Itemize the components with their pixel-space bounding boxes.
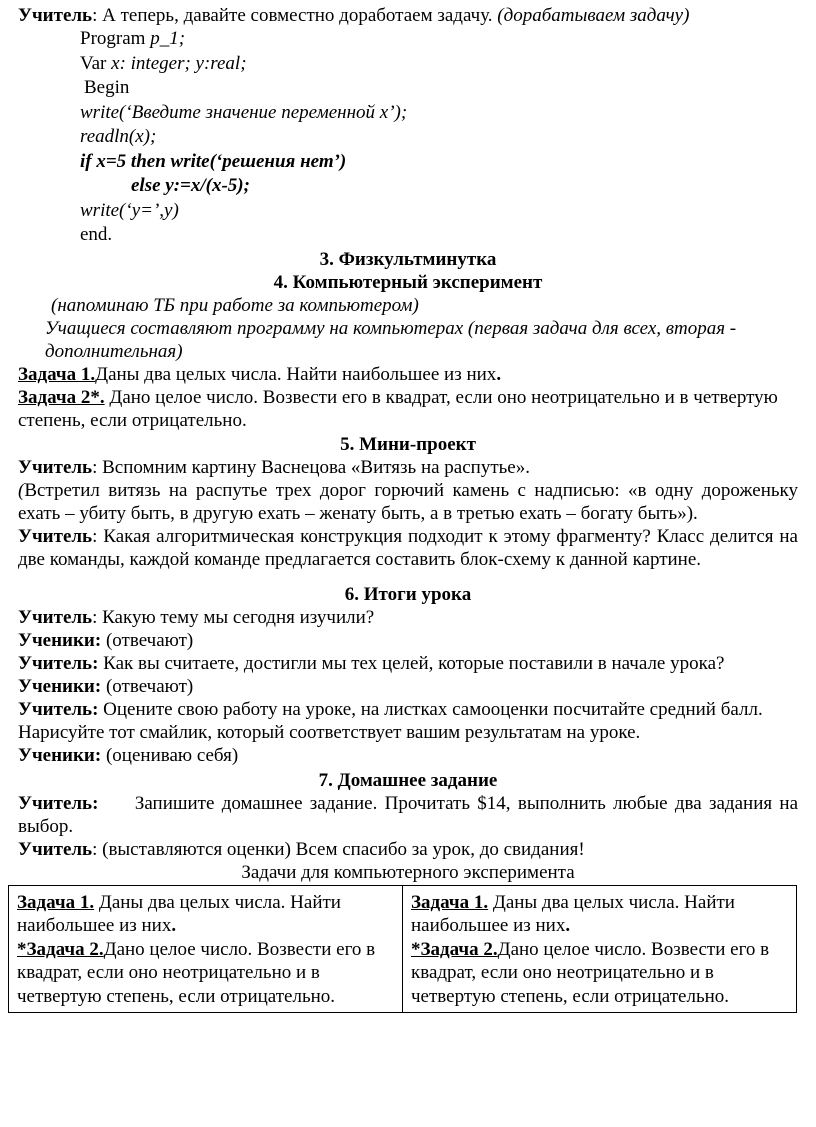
task-text: Дано целое число. Возвести его в квадрат, если оно неотрицательно и в четвертую степень, если отрицательно. xyxy=(18,386,778,431)
code-line-write: write(‘Введите значение переменной х’); xyxy=(80,101,408,123)
tasks-table xyxy=(8,885,797,1014)
code-line-if: if x=5 then write(‘решения нет’) xyxy=(80,150,347,172)
code-line-program xyxy=(18,27,798,52)
safety-note: (напоминаю ТБ при работе за компьютером) xyxy=(51,294,419,316)
code-line-end: end. xyxy=(80,224,113,245)
code-line-var xyxy=(18,52,798,77)
speaker-text: : Какую тему мы сегодня изучили? xyxy=(92,606,375,628)
mini-project-quote xyxy=(18,479,798,525)
section-heading-5: 5. Мини-проект xyxy=(340,433,476,455)
task-dot: . xyxy=(171,915,177,936)
speaker-text: Как вы считаете, достигли мы тех целей, которые поставили в начале урока? xyxy=(98,652,725,674)
task-text: Даны два целых числа. Найти наибольшее из них xyxy=(411,891,735,936)
teacher-intro-paragraph xyxy=(18,4,798,27)
speaker-text: (отвечают) xyxy=(101,675,194,697)
code-keyword: Var xyxy=(80,52,112,74)
code-line-readln: readln(x); xyxy=(80,126,157,147)
task-label: Задача 1. xyxy=(17,891,95,913)
table-cell-right xyxy=(403,885,797,1013)
speaker-text: : Какая алгоритмическая конструкция подходит к этому фрагменту? Класс делится на две команды, каждой команде предлагается составить блок-схему к данной картине. xyxy=(18,525,798,570)
summary-line-2 xyxy=(18,629,798,652)
code-line-else: else y:=x/(x-5); xyxy=(131,175,250,196)
quote-paren: ( xyxy=(18,479,25,501)
task-label: *Задача 2. xyxy=(17,938,104,960)
summary-line-3 xyxy=(18,652,798,675)
code-ident: x: integer; y:real; xyxy=(111,52,247,74)
mini-project-question xyxy=(18,525,798,571)
speaker-text: : (выставляются оценки) Всем спасибо за урок, до свидания! xyxy=(92,838,585,860)
section-heading-3: 3. Физкультминутка xyxy=(319,248,497,270)
section-heading-6: 6. Итоги урока xyxy=(344,583,472,605)
speaker-label: Учитель xyxy=(18,5,93,26)
summary-line-5 xyxy=(18,698,798,744)
table-caption: Задачи для компьютерного эксперимента xyxy=(241,861,575,883)
task-text: Дано целое число. Возвести его в квадрат, если оно неотрицательно и в четвертую степень, если отрицательно. xyxy=(411,938,770,1007)
speaker-label: Учитель: xyxy=(18,698,99,720)
speaker-text: : Вспомним картину Васнецова «Витязь на распутье». xyxy=(92,456,530,478)
task-1-paragraph xyxy=(18,363,798,386)
task-text: Дано целое число. Возвести его в квадрат, если оно неотрицательно и в четвертую степень, если отрицательно. xyxy=(17,938,376,1007)
speaker-text: Оцените свою работу на уроке, на листках самооценки посчитайте средний балл. Нарисуйте тот смайлик, который соответствует вашим результатам на уроке. xyxy=(18,698,763,743)
speaker-label: Учитель xyxy=(18,606,93,628)
document-page xyxy=(17,4,803,1013)
code-line-write-y: write(‘y=’,y) xyxy=(80,199,179,221)
speaker-label: Ученики: xyxy=(18,675,102,697)
task-2-paragraph xyxy=(18,386,798,432)
speaker-label: Учитель xyxy=(18,525,93,547)
code-line-begin: Begin xyxy=(84,77,130,98)
task-label: Задача 1. xyxy=(411,891,489,913)
section-heading-4: 4. Компьютерный эксперимент xyxy=(273,271,543,293)
speaker-text: (отвечают) xyxy=(101,629,194,651)
speaker-label: Ученики: xyxy=(18,629,102,651)
summary-line-6 xyxy=(18,744,798,767)
summary-line-4 xyxy=(18,675,798,698)
homework-line-2 xyxy=(18,838,798,861)
quote-text: Встретил витязь на распутье трех дорог горючий камень с надписью: «в одну дороженьку ехать – убиту быть, в другую ехать – женату быть, а в третью ехать – богату быть»). xyxy=(18,479,798,524)
speaker-label: Учитель xyxy=(18,456,93,478)
pascal-code-block xyxy=(18,27,798,248)
task-text: Даны два целых числа. Найти наибольшее из них xyxy=(95,363,497,385)
speaker-text: : А теперь, давайте совместно доработаем задачу. xyxy=(92,5,498,26)
homework-line-1 xyxy=(18,792,803,838)
task-text: Даны два целых числа. Найти наибольшее из них xyxy=(17,891,341,936)
section-heading-7: 7. Домашнее задание xyxy=(318,769,498,791)
code-ident: p_1; xyxy=(150,28,186,49)
mini-project-intro xyxy=(18,456,798,479)
task-label: Задача 2*. xyxy=(18,386,105,408)
task-label: Задача 1. xyxy=(18,363,96,385)
task-dot: . xyxy=(496,363,502,385)
speaker-label: Учитель xyxy=(18,838,93,860)
speaker-label: Ученики: xyxy=(18,744,102,766)
speaker-label: Учитель: xyxy=(18,792,99,814)
speaker-text: Запишите домашнее задание. Прочитать $14, выполнить любые два задания на выбор. xyxy=(18,792,803,837)
table-cell-left xyxy=(9,885,403,1013)
speaker-label: Учитель: xyxy=(18,652,99,674)
table-row xyxy=(9,885,797,1013)
stage-note: (дорабатываем задачу) xyxy=(497,5,690,26)
code-keyword: Program xyxy=(80,28,151,49)
summary-line-1 xyxy=(18,606,798,629)
task-dot: . xyxy=(565,915,571,936)
task-label: *Задача 2. xyxy=(411,938,498,960)
students-note: Учащиеся составляют программу на компьютерах (первая задача для всех, вторая - дополнительная) xyxy=(45,317,737,362)
speaker-text: (оцениваю себя) xyxy=(101,744,239,766)
